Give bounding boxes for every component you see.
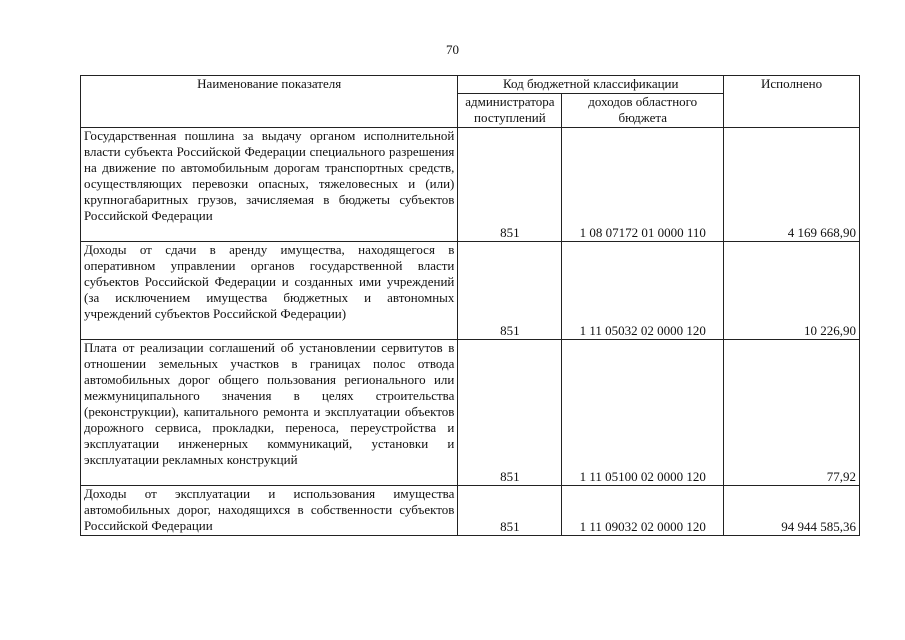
header-code: доходов областного бюджета [562,94,724,128]
row-name: Плата от реализации соглашений об установлении сервитутов в отношении земельных участков в границах полос отвода автомобильных дорог общего пользования регионального или межмуниципального значения в целях строительства (реконструкции), капитального ремонта и эксплуатации объектов дорожного сервиса, прокладки, переноса, переустройства и эксплуатации инженерных коммуникаций, установки и эксплуатации рекламных конструкций [81,340,458,486]
row-name: Доходы от эксплуатации и использования имущества автомобильных дорог, находящихся в собственности субъектов Российской Федерации [81,486,458,536]
row-admin-code: 851 [458,242,562,340]
row-amount: 77,92 [724,340,860,486]
budget-table [80,75,860,536]
row-amount: 4 169 668,90 [724,128,860,242]
row-name: Государственная пошлина за выдачу органом исполнительной власти субъекта Российской Федерации специального разрешения на движение по автомобильным дорогам транспортных средств, осуществляющих перевозки опасных, тяжеловесных и (или) крупногабаритных грузов, зачисляемая в бюджеты субъектов Российской Федерации [81,128,458,242]
header-code-group: Код бюджетной классификации [458,76,724,94]
row-budget-code: 1 11 05100 02 0000 120 [562,340,724,486]
row-amount: 10 226,90 [724,242,860,340]
row-budget-code: 1 11 05032 02 0000 120 [562,242,724,340]
table-row [81,486,860,536]
table-row [81,128,860,242]
row-amount: 94 944 585,36 [724,486,860,536]
row-admin-code: 851 [458,128,562,242]
row-admin-code: 851 [458,486,562,536]
header-admin: администратора поступлений [458,94,562,128]
header-executed: Исполнено [724,76,860,128]
row-budget-code: 1 11 09032 02 0000 120 [562,486,724,536]
header-name: Наименование показателя [81,76,458,128]
table-row [81,340,860,486]
row-admin-code: 851 [458,340,562,486]
page-number: 70 [446,42,459,57]
table-row [81,242,860,340]
row-name: Доходы от сдачи в аренду имущества, находящегося в оперативном управлении органов государственной власти субъектов Российской Федерации и созданных ими учреждений (за исключением имущества бюджетных и автономных учреждений субъектов Российской Федерации) [81,242,458,340]
row-budget-code: 1 08 07172 01 0000 110 [562,128,724,242]
